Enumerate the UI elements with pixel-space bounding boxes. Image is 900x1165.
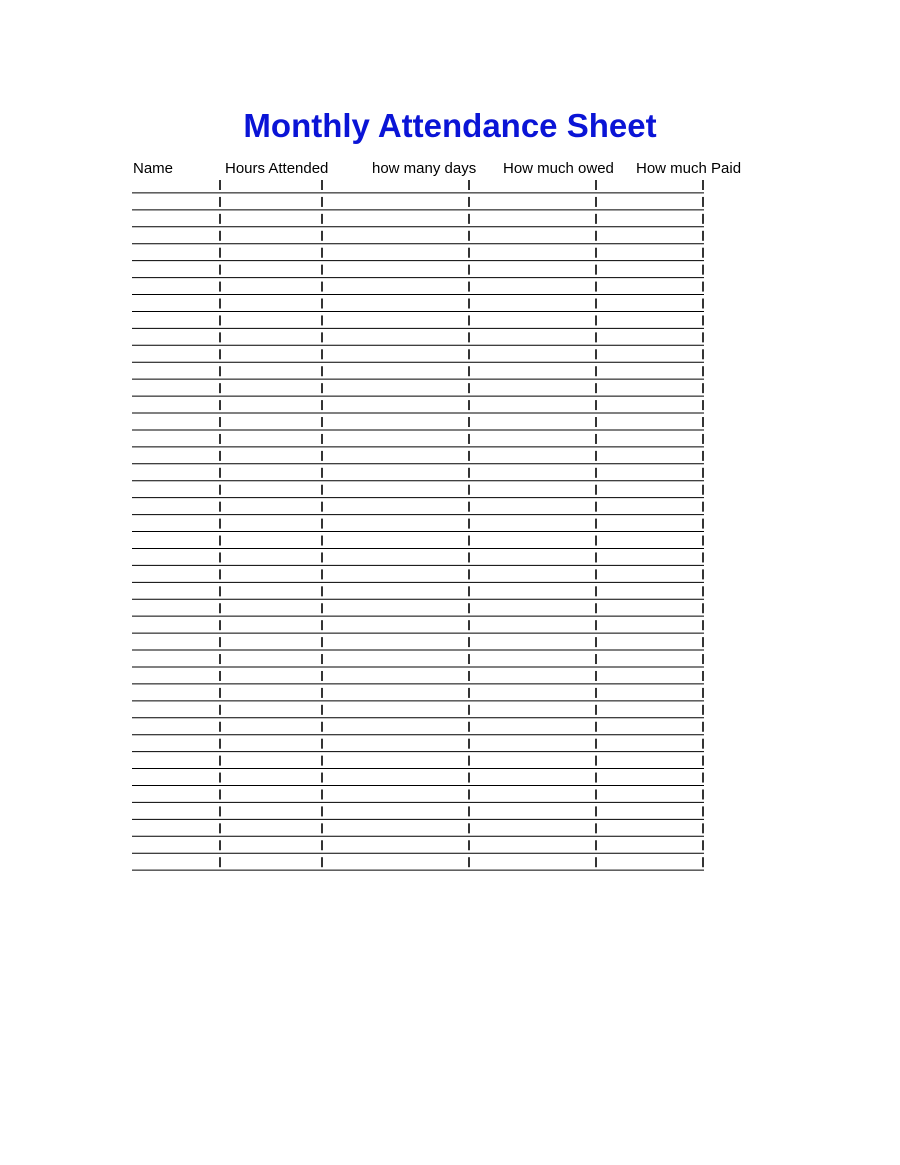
- table-row[interactable]: [132, 383, 704, 396]
- table-row[interactable]: [132, 789, 704, 802]
- table-row[interactable]: [132, 248, 704, 261]
- column-header-how-much-paid: How much Paid: [636, 160, 742, 177]
- table-row[interactable]: [132, 569, 704, 582]
- table-row[interactable]: [132, 180, 704, 193]
- table-row[interactable]: [132, 603, 704, 616]
- table-row[interactable]: [132, 773, 704, 786]
- table-row[interactable]: [132, 620, 704, 633]
- column-header-how-many-days: how many days: [372, 160, 477, 177]
- table-row[interactable]: [132, 823, 704, 836]
- table-row[interactable]: [132, 451, 704, 464]
- table-row[interactable]: [132, 214, 704, 227]
- table-row[interactable]: [132, 485, 704, 498]
- table-row[interactable]: [132, 637, 704, 650]
- page-title: Monthly Attendance Sheet: [243, 107, 657, 144]
- column-header-name: Name: [133, 160, 174, 177]
- table-row[interactable]: [132, 315, 704, 328]
- table-row[interactable]: [132, 739, 704, 752]
- table-row[interactable]: [132, 586, 704, 599]
- table-row[interactable]: [132, 349, 704, 362]
- table-row[interactable]: [132, 332, 704, 345]
- table-row[interactable]: [132, 536, 704, 549]
- table-row[interactable]: [132, 654, 704, 667]
- table-row[interactable]: [132, 265, 704, 278]
- table-row[interactable]: [132, 857, 704, 870]
- table-row[interactable]: [132, 502, 704, 515]
- table-row[interactable]: [132, 299, 704, 312]
- table-row[interactable]: [132, 756, 704, 769]
- table-row[interactable]: [132, 417, 704, 430]
- table-row[interactable]: [132, 722, 704, 735]
- table-row[interactable]: [132, 231, 704, 244]
- table-row[interactable]: [132, 840, 704, 853]
- table-row[interactable]: [132, 688, 704, 701]
- table-row[interactable]: [132, 468, 704, 481]
- table-row[interactable]: [132, 671, 704, 684]
- table-row[interactable]: [132, 552, 704, 565]
- table-row[interactable]: [132, 806, 704, 819]
- table-row[interactable]: [132, 519, 704, 532]
- table-row[interactable]: [132, 705, 704, 718]
- table-row[interactable]: [132, 366, 704, 379]
- column-header-hours-attended: Hours Attended: [225, 160, 329, 177]
- table-row[interactable]: [132, 197, 704, 210]
- column-header-how-much-owed: How much owed: [503, 160, 614, 177]
- table-row[interactable]: [132, 282, 704, 295]
- table-row[interactable]: [132, 434, 704, 447]
- table-row[interactable]: [132, 400, 704, 413]
